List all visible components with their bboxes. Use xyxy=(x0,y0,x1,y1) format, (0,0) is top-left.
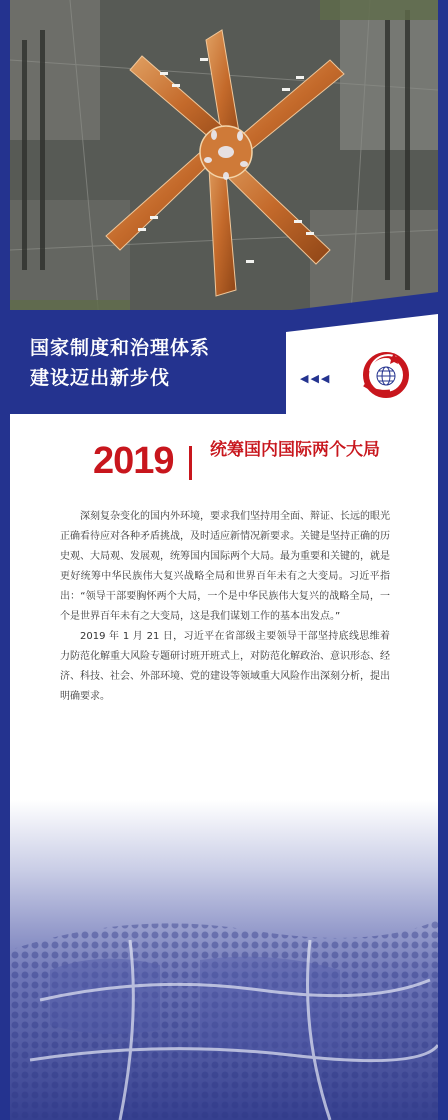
left-border xyxy=(0,0,10,1120)
section-heading: 统筹国内国际两个大局 xyxy=(210,440,380,460)
heading-divider xyxy=(189,446,192,480)
banner-title-line-1: 国家制度和治理体系 xyxy=(30,337,211,359)
article-body xyxy=(60,507,390,707)
emblem-logo xyxy=(356,345,412,401)
arrow-markers: ◀◀◀ xyxy=(300,372,332,385)
year-label: 2019 xyxy=(93,440,174,482)
right-border xyxy=(438,0,448,1120)
airport-aerial-photo xyxy=(10,0,438,330)
paragraph-2: 2019 年 1 月 21 日，习近平在省部级主要领导干部坚持底线思维着力防范化解重大风险专题研讨班开班式上，对防范化解政治、意识形态、经济、科技、社会、外部环境、党的建设等领域重大风险作出深刻分析，提出明确要求。 xyxy=(60,631,390,702)
banner-title-line-2: 建设迈出新步伐 xyxy=(30,367,171,389)
forest-aerial-photo xyxy=(10,800,438,1120)
paragraph-1: 深刻复杂变化的国内外环境，要求我们坚持用全面、辩证、长远的眼光正确看待应对各种矛盾挑战，及时适应新情况新要求。关键是坚持正确的历史观、大局观、发展观，统筹国内国际两个大局。最为重要和关键的，就是更好统筹中华民族伟大复兴战略全局和世界百年未有之大变局。习近平指出：“领导干部要胸怀两个大局，一个是中华民族伟大复兴的战略全局，一个是世界百年未有之大变局，这是我们谋划工作的基本出发点。” xyxy=(60,511,390,622)
